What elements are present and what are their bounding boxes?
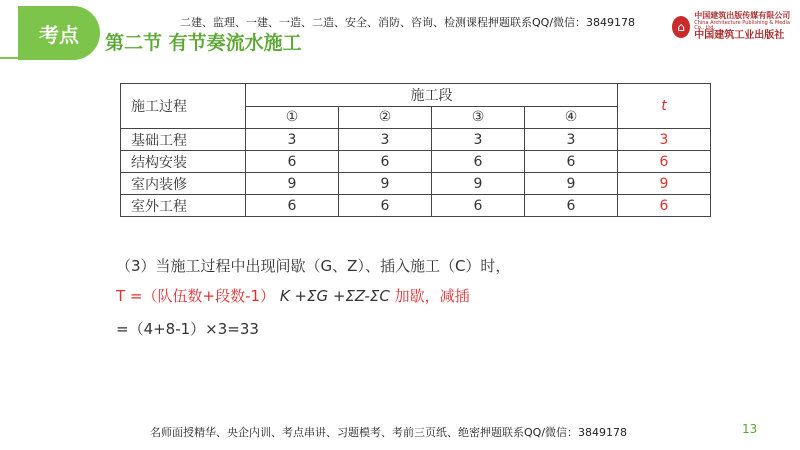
cell-t: 6 [618, 151, 711, 173]
cell-value: 3 [432, 129, 525, 151]
segment-2: ② [339, 106, 432, 129]
cell-value: 6 [246, 195, 339, 217]
footer-banner: 名师面授精华、央企内训、考点串讲、习题模考、考前三页纸、绝密押题联系QQ/微信：3849178 [150, 426, 628, 439]
cell-value: 3 [246, 129, 339, 151]
badge-label: 考点 [39, 22, 79, 47]
publisher-logo-icon: ⌂ [672, 16, 690, 38]
cell-value: 6 [339, 151, 432, 173]
process-name: 基础工程 [121, 129, 246, 151]
publisher-logo-text [694, 12, 792, 41]
table-row [121, 151, 711, 173]
process-name: 室内装修 [121, 173, 246, 195]
cell-value: 9 [339, 173, 432, 195]
topic-badge [18, 6, 100, 60]
cell-value: 6 [432, 151, 525, 173]
cell-value: 6 [246, 151, 339, 173]
cell-value: 6 [525, 151, 618, 173]
condition-text: （3）当施工过程中出现间歇（G、Z）、插入施工（C）时， [116, 257, 511, 275]
page-number: 13 [742, 422, 758, 436]
cell-t: 3 [618, 129, 711, 151]
header-segments: 施工段 [246, 84, 618, 107]
formula-terms: K +ΣG +ΣZ-ΣC [279, 287, 390, 305]
logo-name-en: China Architecture Publishing & Media Co., Ltd. [694, 19, 790, 31]
segment-1: ① [246, 106, 339, 129]
cell-value: 6 [432, 195, 525, 217]
process-name: 室外工程 [121, 195, 246, 217]
cell-value: 6 [339, 195, 432, 217]
cell-value: 3 [525, 129, 618, 151]
cell-value: 9 [246, 173, 339, 195]
cell-t: 6 [618, 195, 711, 217]
cell-value: 9 [432, 173, 525, 195]
logo-name-cn2: 中国建筑工业出版社 [694, 30, 785, 42]
badge-divider [0, 57, 18, 59]
cell-value: 3 [339, 129, 432, 151]
table-header-row [121, 84, 711, 107]
table-row [121, 129, 711, 151]
segment-3: ③ [432, 106, 525, 129]
cell-t: 9 [618, 173, 711, 195]
header-process: 施工过程 [121, 84, 246, 129]
logo-name-cn: 中国建筑出版传媒有限公司 [694, 11, 791, 21]
table-row [121, 195, 711, 217]
publisher-logo [672, 10, 792, 44]
cell-value: 9 [525, 173, 618, 195]
process-name: 结构安装 [121, 151, 246, 173]
top-banner: 二建、监理、一建、一造、二造、安全、消防、咨询、检测课程押题联系QQ/微信：3849178 [180, 16, 636, 29]
formula-line [116, 285, 470, 306]
formula-prefix: T =（队伍数+段数-1） [116, 287, 276, 305]
segment-4: ④ [525, 106, 618, 129]
calculation-result: =（4+8-1）×3=33 [116, 320, 259, 338]
header-t: t [618, 84, 711, 129]
cell-value: 6 [525, 195, 618, 217]
rhythm-table [120, 83, 711, 217]
section-title: 第二节 有节奏流水施工 [105, 32, 302, 54]
formula-note: 加歇，减插 [394, 287, 470, 305]
table-row [121, 173, 711, 195]
